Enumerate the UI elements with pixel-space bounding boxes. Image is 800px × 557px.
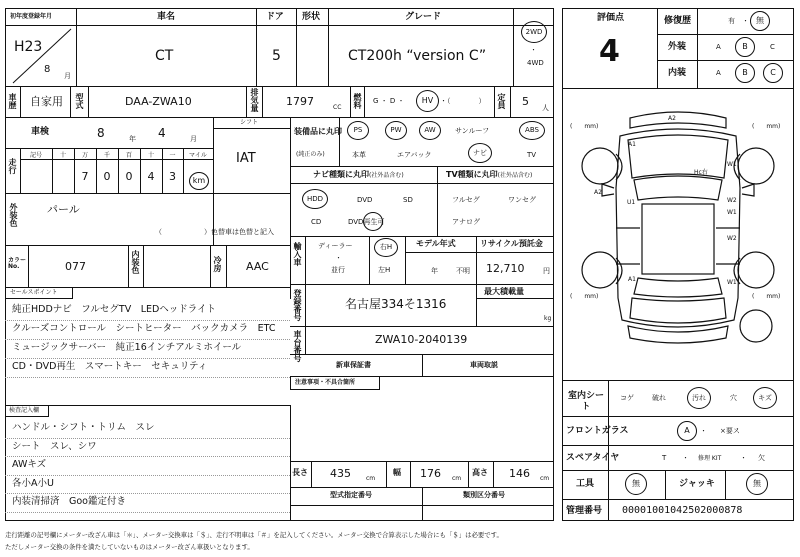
spare-label: スペアタイヤ [566, 453, 620, 463]
navi-dvd-play-circle [363, 212, 383, 231]
equip-navi-circle [468, 143, 492, 163]
import-right: 右H [379, 243, 393, 251]
mileage-header: マイル [189, 151, 207, 159]
fuel-hv: HV [421, 96, 434, 105]
width-value: 176 [420, 467, 441, 480]
drive-2wd-circle [521, 21, 547, 43]
max-load-label: 最大積載量 [484, 287, 524, 296]
equip-abs-circle [519, 121, 545, 140]
fuel-opts: G ・ D ・ [373, 97, 405, 105]
mileage-header: 万 [81, 151, 88, 159]
equip-ps: PS [353, 126, 363, 134]
tv-oneseg: ワンセグ [508, 196, 536, 204]
exterior-b: B [742, 42, 748, 51]
inspector-note-line: ハンドル・シフト・トリム スレ [12, 422, 155, 433]
windshield-a-circle [677, 421, 697, 441]
fuel-paren: ・（ ） [440, 97, 486, 105]
sales-points-label: セールスポイント [10, 289, 58, 296]
tv-title-text: TV種類に丸印 [446, 170, 498, 179]
chassis-value: ZWA10-2040139 [375, 333, 468, 346]
model-year-label: モデル年式 [416, 239, 456, 248]
model-label: 型式 [75, 93, 84, 109]
jack-none-circle [746, 473, 768, 495]
interior-yogore: 汚れ [692, 393, 706, 402]
tools-label: 工具 [576, 479, 595, 489]
navi-cd: CD [311, 218, 322, 226]
score-value: 4 [599, 34, 620, 69]
model-year-unknown: 不明 [456, 267, 470, 275]
repair-none-circle [750, 11, 770, 31]
footer-line2: ただしメーター交換の条件を満たしていないものはメーター改ざん車扱いとなります。 [5, 543, 254, 551]
inspection-label: 車検 [31, 127, 50, 137]
diag-mark-a2-front: A2 [668, 115, 676, 122]
diag-mm-fl: ( mm) [570, 123, 599, 130]
jack-none: 無 [753, 479, 761, 488]
ruled-line [5, 512, 290, 513]
footer-line1: 走行距離の記号欄にメーター改ざん車は「＊」、メーター交換車は「＄」、走行不明車は「＃」を記入してください。メーター交換で合算表示した場合にも「＄」は必要です。 [5, 531, 503, 539]
color-no-label: カラーNo. [8, 257, 27, 270]
inspection-month: 4 [158, 126, 166, 140]
inspection-month-unit: 月 [190, 135, 197, 143]
grade-header: グレード [405, 12, 442, 22]
navi-dvd-play: DVD再生可 [348, 218, 385, 226]
shift-label: シフト [240, 119, 259, 126]
inspector-notes-label: 検査記入欄 [9, 407, 40, 414]
fuel-label: 燃料 [353, 93, 362, 109]
vehicle-diagram [562, 88, 794, 380]
mileage-digit: 4 [147, 169, 155, 183]
interior-yabure: 破れ [652, 394, 666, 402]
interior-c: C [770, 68, 776, 77]
diag-mm-fr: ( mm) [752, 123, 781, 130]
reg-month: 8 [44, 64, 51, 75]
disp-unit: CC [333, 104, 342, 111]
type-cert-label: 型式指定番号 [330, 491, 372, 499]
equip-abs: ABS [525, 126, 539, 134]
height-label: 高さ [472, 468, 488, 477]
ruled-line [5, 358, 290, 359]
mileage-digit: 7 [81, 169, 89, 183]
height-unit: cm [540, 475, 550, 482]
inspector-note-line: シート スレ、シワ [12, 440, 97, 452]
usage-value: 自家用 [30, 95, 63, 108]
interior-b-circle [735, 63, 755, 83]
ruled-line [5, 438, 290, 439]
mileage-digit: 0 [125, 169, 133, 183]
interior-ana: 穴 [730, 394, 737, 402]
shape-header: 形状 [302, 12, 321, 22]
length-value: 435 [330, 467, 351, 480]
equip-aw-circle [419, 121, 441, 140]
ac-value: AAC [246, 260, 269, 273]
repair-dot: ・ [742, 17, 749, 25]
navi-title-sub: (社外品含む) [369, 172, 404, 179]
inspector-note-line: 内装清掃済 Goo鑑定付き [12, 496, 126, 507]
manual-label: 車両取説 [470, 361, 498, 369]
mileage-header: 千 [103, 151, 110, 159]
registration-value: 名古屋334そ1316 [345, 297, 447, 311]
ruled-line [5, 493, 290, 494]
sales-point-line: ミュージックサーバー 純正16インチアルミホイール [12, 342, 242, 353]
length-unit: cm [366, 475, 376, 482]
equip-pw-circle [385, 121, 407, 140]
exterior-b-circle [735, 37, 755, 57]
equip-airbag: エアバック [397, 151, 432, 159]
mileage-label: 走行 [8, 158, 17, 174]
score-label: 評価点 [597, 13, 625, 23]
registration-label: 登録番号 [293, 289, 302, 321]
cap-unit: 人 [542, 104, 549, 112]
spare-dot2: ・ [740, 454, 747, 462]
mileage-header: 一 [169, 151, 176, 159]
interior-color-label: 内装色 [131, 250, 140, 274]
tools-none-circle [625, 473, 647, 495]
repair-yes: 有 [728, 17, 735, 25]
diag-mark-u1: U1 [627, 199, 636, 206]
sales-point-line: クルーズコントロール シートヒーター バックカメラ ETC [12, 323, 276, 334]
width-unit: cm [452, 475, 462, 482]
shift-value: IAT [236, 151, 256, 166]
usage-label: 車歴 [8, 93, 17, 109]
drive-4wd: 4WD [527, 59, 544, 67]
repair-label: 修復歴 [664, 16, 692, 26]
windshield-dot: ・ [700, 427, 707, 435]
cap-label: 定員 [497, 93, 506, 109]
equip-pw: PW [390, 126, 402, 134]
warranty-label: 新車保証書 [336, 361, 371, 369]
tv-analog: アナログ [452, 218, 480, 226]
diag-mark-w2-b: W2 [727, 235, 737, 242]
diag-mark-a1-lower: A1 [628, 276, 636, 283]
length-label: 長さ [292, 468, 308, 477]
navi-hdd: HDD [306, 194, 324, 203]
windshield-label: フロントガラス [566, 426, 629, 436]
color-label: 外装色 [9, 203, 18, 227]
diag-mark-w2-a: W2 [727, 197, 737, 204]
windshield-req: ×要ス [720, 427, 740, 435]
interior-seat-label: 室内シート [567, 391, 604, 412]
ruled-line [5, 339, 290, 340]
spare-kit: 修理 KIT [698, 455, 722, 462]
navi-hdd-circle [302, 189, 328, 209]
mileage-header: 百 [125, 151, 132, 159]
max-load-unit: kg [544, 315, 552, 322]
spare-dot1: ・ [682, 454, 689, 462]
drive-dash: ・ [530, 46, 537, 54]
import-dealer: ディーラー [318, 242, 353, 250]
exterior-label: 外装 [668, 42, 687, 52]
car-name-header: 車名 [157, 12, 176, 22]
exterior-c: C [770, 43, 775, 51]
recycle-label: リサイクル預託金 [480, 239, 543, 248]
tools-none: 無 [632, 479, 640, 488]
mileage-digit: 0 [103, 169, 111, 183]
inspection-year-unit: 年 [129, 135, 136, 143]
management-value: 0000100104250200​0878 [622, 505, 743, 516]
equip-navi: ナビ [473, 148, 487, 157]
class-no-label: 類別区分番号 [463, 491, 505, 499]
drive-2wd: 2WD [525, 27, 543, 36]
diag-mm-rl: ( mm) [570, 293, 599, 300]
disp-label: 排気量 [250, 88, 259, 112]
fuel-hv-circle [416, 90, 439, 112]
ruled-line [5, 377, 290, 378]
reg-month-unit: 月 [64, 72, 71, 80]
management-label: 管理番号 [566, 506, 603, 516]
inspector-note-line: AWキズ [12, 459, 47, 470]
sales-point-line: 純正HDDナビ フルセグTV LEDヘッドライト [12, 304, 217, 315]
navi-dvd: DVD [357, 196, 373, 204]
import-dot: ・ [335, 254, 342, 262]
jack-label: ジャッキ [679, 479, 715, 489]
mileage-unit-circle [189, 172, 209, 190]
navi-title [313, 171, 404, 179]
color-value: パール [47, 203, 80, 216]
interior-a: A [716, 69, 721, 77]
ruled-line [5, 456, 290, 457]
width-label: 幅 [393, 468, 401, 477]
interior-c-circle [763, 63, 783, 83]
windshield-a: A [684, 426, 690, 435]
color-note: （ ）色替車は色替と記入 [155, 228, 274, 236]
ruled-line [5, 320, 290, 321]
color-no-value: 077 [65, 260, 86, 273]
grade-value: CT200h “version C” [348, 48, 487, 64]
equipment-sub: (純正のみ) [296, 151, 325, 158]
first-reg-header: 初年度登録年月 [10, 13, 53, 20]
notes-label: 注意事項・不具合箇所 [295, 379, 356, 386]
interior-score-label: 内装 [668, 68, 687, 78]
diag-mark-hc: Hc右 [694, 169, 708, 176]
doors-header: ドア [266, 12, 284, 22]
sales-point-line: CD・DVD再生 スマートキー セキュリティ [12, 361, 208, 372]
car-name-value: CT [155, 48, 174, 64]
navi-title-text: ナビ種類に丸印 [313, 170, 369, 179]
interior-kizu: キズ [758, 393, 772, 402]
diag-mark-a2-left: A2 [594, 189, 602, 196]
interior-koge: コゲ [620, 394, 634, 402]
disp-value: 1797 [286, 95, 314, 108]
exterior-a: A [716, 43, 721, 51]
diag-mark-w1-a: W1 [727, 161, 737, 168]
recycle-value: 12,710 [486, 262, 525, 275]
diag-mark-w1-b: W1 [727, 209, 737, 216]
ac-label: 冷房 [213, 256, 222, 272]
cap-value: 5 [522, 95, 529, 108]
model-year-unit: 年 [431, 267, 438, 275]
diag-mark-w1-c: W1 [727, 279, 737, 286]
reg-era: H23 [14, 39, 43, 55]
repair-none: 無 [756, 16, 764, 25]
interior-yogore-circle [687, 387, 711, 409]
spare-missing: 欠 [758, 454, 765, 462]
ruled-line [5, 475, 290, 476]
model-value: DAA-ZWA10 [125, 95, 192, 108]
chassis-label: 車台番号 [293, 330, 302, 362]
diag-mark-a1-left: A1 [628, 141, 636, 148]
interior-kizu-circle [753, 387, 777, 409]
mileage-digit: 3 [169, 169, 176, 183]
mileage-header: 十 [147, 151, 154, 159]
interior-b: B [742, 68, 748, 77]
import-label: 輸入車 [293, 242, 302, 266]
equipment-label: 装備品に丸印 [294, 127, 342, 136]
spare-t: T [662, 454, 667, 462]
tv-fullseg: フルセグ [452, 196, 480, 204]
doors-value: 5 [272, 48, 281, 64]
mileage-unit: km [192, 176, 206, 185]
diag-mm-rr: ( mm) [752, 293, 781, 300]
import-right-circle [374, 238, 398, 257]
inspector-note-line: 各小A小U [12, 477, 54, 489]
equip-aw: AW [424, 126, 436, 134]
mileage-header: 記号 [29, 151, 42, 159]
mileage-header: 十 [59, 151, 66, 159]
import-left: 左H [378, 266, 391, 274]
equip-ps-circle [347, 121, 369, 140]
tv-title-sub: (社外品含む) [497, 172, 533, 179]
import-parallel: 並行 [331, 266, 345, 274]
height-value: 146 [509, 467, 530, 480]
tv-title [446, 171, 532, 179]
inspection-year: 8 [97, 126, 105, 140]
equip-sunroof: サンルーフ [455, 127, 490, 135]
navi-sd: SD [403, 196, 413, 204]
recycle-unit: 円 [543, 267, 550, 275]
equip-tv: TV [527, 151, 537, 159]
equip-leather: 本革 [352, 151, 366, 159]
